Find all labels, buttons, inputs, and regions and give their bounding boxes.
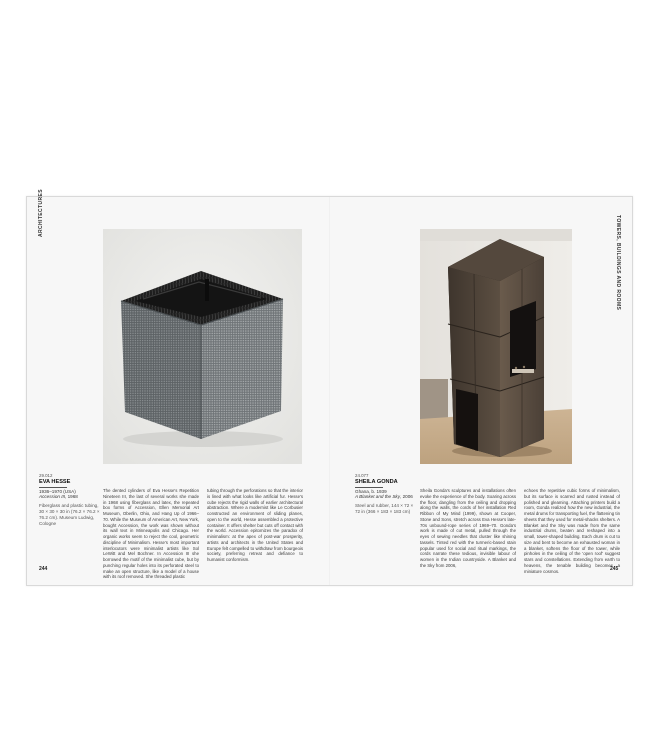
section-tab-left: ARCHITECTURES — [38, 189, 44, 237]
artwork-title: A Blanket and the Sky — [355, 494, 401, 500]
artwork-title: Accession III — [39, 494, 66, 500]
caption-rule — [39, 487, 67, 488]
body-text-column: tubing through the perforations so that the interior is lined with what looks like artificial fur. Hesse's cube rejects the rigid walls of earlier architectural abstraction. Where a modernist like Le Corbusier constructed an environment of sliding planes, open to the world, Hesse assembled a protective container. It offers shelter but cuts off contact with the world. Accession epitomizes the paradox of minimalism: at the apex of post-war prosperity, artists and architects in the United States and Europe felt compelled to withdraw from bourgeois society, preferring retreat and defiance to humanist conformism. — [207, 488, 303, 562]
plate-caption-left: 29.012 EVA HESSE 1936–1970 (USA) Accession III, 1968 Fiberglass and plastic tubing, 30 × 30 × 30 in (76.2 × 76.2 × 76.2 cm). Museum Ludwig, Cologne — [39, 473, 100, 526]
body-text-column: Sheila Gonda's sculptures and installations often evoke the experience of the body. Soaring across the floor, dangling from the ceiling and dropping along the walls, the cords of her installation Red Ribbon of My Mind (1999), shown at Cooper, Stone and Sons, stretch across Eva Hesse's late-70s unbound-rope series of 1969–70. Gonda's work is made of cut metal, pulled through the eyes of sewing needles that cluster like shining tassels. Tinted red with the turmeric-based stain popular used for social and ritual markings, the cords narrate these tedious, invisible labour of women in the Indian countryside. A Blanket and the Sky from 2006, — [420, 488, 516, 568]
artist-name: SHEILA GONDA — [355, 478, 398, 485]
book-spread — [26, 189, 633, 586]
plate-caption-right: 24.077 SHEILA GONDA Ghana, b. 1939 A Blanket and the Sky, 2006 Steel and rubber, 144 × 72 × 72 in (366 × 183 × 183 cm) — [355, 473, 414, 514]
book-gutter — [329, 197, 330, 585]
cube-sculpture-image — [103, 229, 302, 464]
plate-number: 24.077 — [355, 473, 369, 478]
artist-life: 1936–1970 (USA) — [39, 488, 76, 494]
artwork-medium: Fiberglass and plastic tubing, 30 × 30 × 30 in (76.2 × 76.2 × 76.2 cm). Museum Ludwig, Cologne — [39, 503, 100, 526]
artwork-photo-cube — [103, 229, 302, 464]
artist-name: EVA HESSE — [39, 478, 71, 485]
caption-rule — [355, 487, 383, 488]
artwork-date: 1968 — [67, 494, 78, 500]
artwork-photo-tower — [420, 229, 572, 464]
section-tab-right: TOWERS, BUILDINGS AND ROOMS — [615, 215, 621, 311]
plate-number: 29.012 — [39, 473, 53, 478]
body-text-column: The dented cylinders of Eva Hesse's Repetition Nineteen III, the last of several works she made in 1968 using fiberglass and latex, the repeated box forms of Accession, Ellen Memorial Art Museum, Oberlin, Ohio, and Hang Up of 1966–70. While the Museum of American Art, New York, bought Accession, the work was shown without its wall text in Minneapolis and Chicago. Her organic works seem to reject the cool, geometric discipline of Minimalism. Hesse's most important interlocutors were minimalist artists like Sol LeWitt and Mel Bochner. In Accession III she borrowed the motif of the minimalist cube, but by punching regular holes into its perforated steel to make an open structure, like a model of a house with its roof removed. She threaded plastic — [103, 488, 199, 580]
artwork-medium: Steel and rubber, 144 × 72 × 72 in (366 × 183 × 183 cm) — [355, 503, 414, 514]
artwork-date: 2006 — [402, 494, 413, 500]
artist-life: Ghana, b. 1939 — [355, 488, 387, 494]
body-text-column: echoes the repetitive cubic forms of minimalism, but its surface is scarred and rusted instead of polished and gleaming. Attaching printers build a room, Gonda realized how the new industrial, the metal drums for transporting fuel, the flattening tin sheets that they used for metal-shacks shelters. A Blanket and the Sky was made from the same industrial drums, beaten and reshaped into a small, tower-shaped building. Each drum is cut to size and bent to become an exhausted woman in a blanket, softens the floor of the tower, while pinholes in the ceiling of the 'open roof' suggest stars and constellations. Extending from earth to heavens, the tenable building becomes a miniature cosmos. — [524, 488, 620, 574]
tower-sculpture-image — [420, 229, 572, 464]
page-number-right: 245 — [610, 566, 619, 572]
page-number-left: 244 — [39, 566, 48, 572]
